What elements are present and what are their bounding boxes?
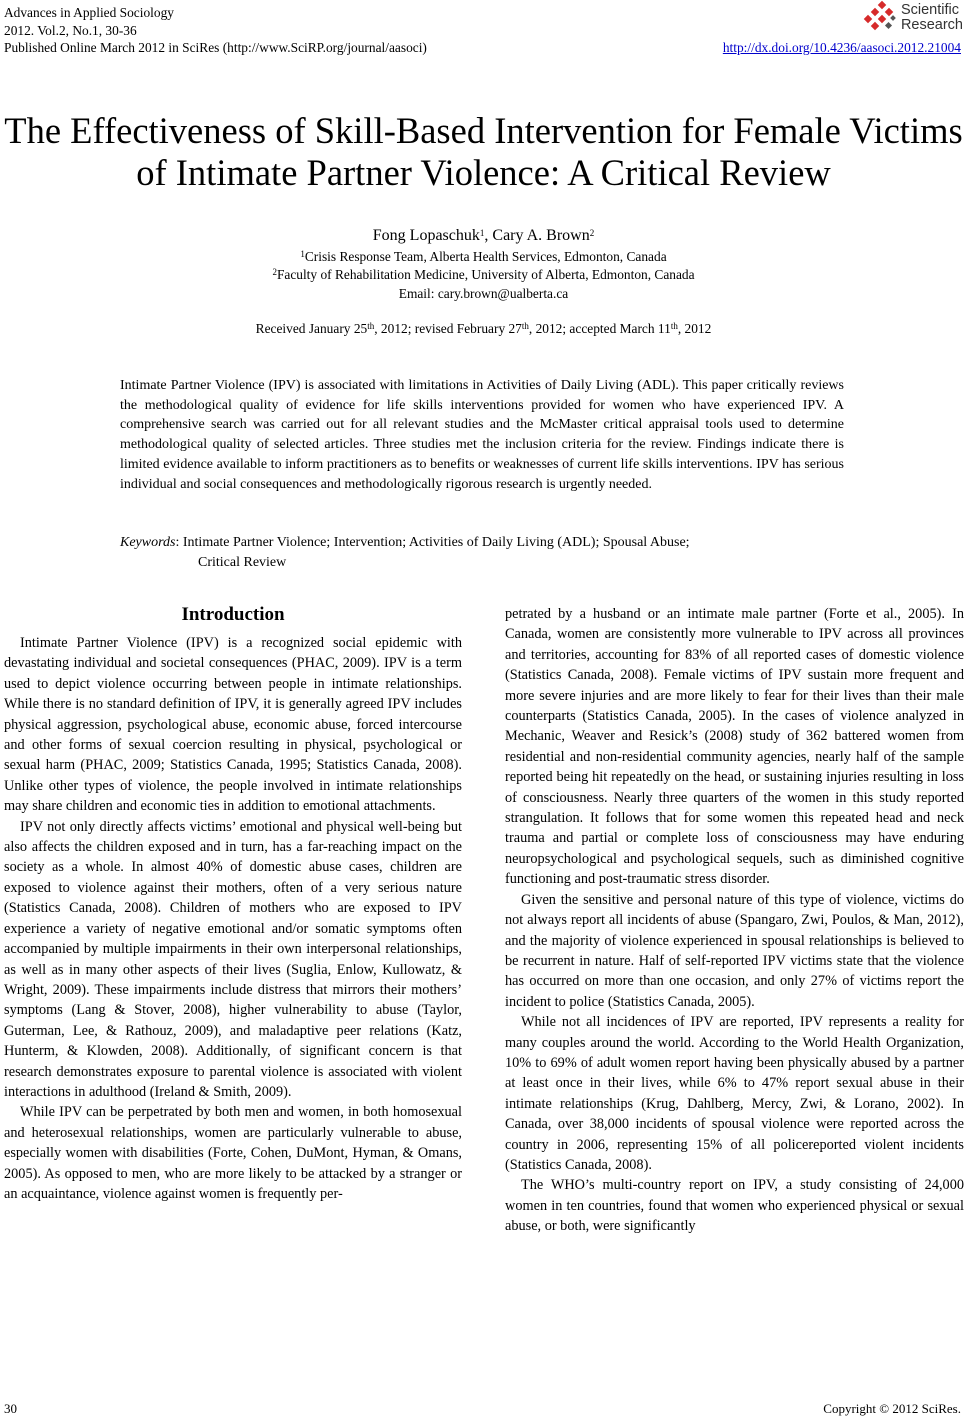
running-header xyxy=(4,4,427,57)
logo-text xyxy=(901,3,963,33)
abstract: Intimate Partner Violence (IPV) is associated with limitations in Activities of Daily Living (ADL). This paper critically reviews the methodological quality of evidence for life skills interventions provided for women who have experienced IPV. A comprehensive search was carried out for all relevant studies and the McMaster critical appraisal tools used to determine methodological quality of selected articles. Three studies met the inclusion criteria for the review. Findings indicate there is limited evidence available to inform practitioners as to benefits or weaknesses of current life skills interventions. IPV has serious individual and social consequences and methodologically rigorous research is urgently needed. xyxy=(120,378,844,492)
author-name: Fong Lopaschuk xyxy=(372,227,480,244)
scientific-research-logo-icon xyxy=(863,0,899,36)
doi-link[interactable]: http://dx.doi.org/10.4236/aasoci.2012.21004 xyxy=(722,40,961,55)
body-paragraph: Intimate Partner Violence (IPV) is a recognized social epidemic with devastating individual and societal consequences (PHAC, 2009). IPV is a term used to depict violence occurring between people in intimate relationships. While there is no standard definition of IPV, it is generally agreed IPV includes physical aggression, psychological abuse, economic abuse, forced intercourse and other forms of sexual coercion resulting in physical, psychological or sexual harm (PHAC, 2009; Statistics Canada, 1995; Statistics Canada, 2008). Unlike other types of violence, the people involved in intimate relationships may share children and economic ties in addition to emotional attachments. xyxy=(4,635,462,815)
ordinal-suffix: th xyxy=(367,321,375,331)
journal-volume: 2012. Vol.2, No.1, 30-36 xyxy=(4,22,137,38)
received-date: Received January 25 xyxy=(255,321,368,336)
affiliation-1 xyxy=(0,248,967,266)
affiliation-mark: 2 xyxy=(272,267,277,277)
left-column xyxy=(4,633,462,1204)
author-affiliation-mark: 2 xyxy=(589,228,595,238)
title-line-1: The Effectiveness of Skill-Based Intervention for Female Victims xyxy=(4,110,963,151)
author-name: Cary A. Brown xyxy=(492,227,590,244)
logo-line-2: Research xyxy=(900,17,963,33)
copyright-notice: Copyright © 2012 SciRes. xyxy=(823,1401,961,1416)
body-paragraph: While IPV can be perpetrated by both men and women, in both homosexual and heterosexual relationships, women are particularly vulnerable to abuse, especially women with disabilities (Forte, Cohen, DuMont, Hyman, & Omans, 2005). As opposed to men, who are more likely to be attacked by a stranger or an acquaintance, violence against women is frequently per- xyxy=(4,1104,462,1202)
revised-date: , 2012; revised February 27 xyxy=(374,321,522,336)
keywords xyxy=(120,533,844,572)
body-paragraph: IPV not only directly affects victims’ emotional and physical well-being but also affects the children exposed and in turn, has a far-reaching impact on the society as a whole. In almost 40% of domestic abuse cases, children are exposed to violence against their mothers, often of a very serious nature (Statistics Canada, 2008). Children of mothers who are exposed to IPV experience a variety of negative emotional and/or somatic symptoms often accompanied by multiple impairments in their own interpersonal relationships, as well as in many other aspects of their lives (Suglia, Enlow, Kullowatz, & Wright, 2009). These impairments include distress that mirrors their mothers’ symptoms (Lang & Stover, 2008), higher vulnerability to abuse (Taylor, Guterman, Lee, & Rathouz, 2009), and maladaptive peer relations (Katz, Hunterm, & Klowden, 2008). Additionally, of significant concern is that research demonstrates exposure to parental violence is associated with violent interactions in adulthood (Ireland & Smith, 2009). xyxy=(4,818,462,1100)
accepted-date: , 2012; accepted March 11 xyxy=(528,321,671,336)
affiliation-text: Faculty of Rehabilitation Medicine, University of Alberta, Edmonton, Canada xyxy=(276,267,695,282)
body-paragraph: While not all incidences of IPV are reported, IPV represents a reality for many couples around the world. According to the World Health Organization, 10% to 69% of adult women report having been physically abused by a partner at least once in their lives, while 6% to 47% report sexual abuse in their intimate relationships (Krug, Dahlberg, Mercy, Zwi, & Lorano, 2002). In Canada, over 38,000 incidents of spousal violence were reported across the country in 2006, representing 15% of all policereported violent incidents (Statistics Canada, 2008). xyxy=(505,1014,964,1173)
journal-name: Advances in Applied Sociology xyxy=(4,5,174,20)
ordinal-suffix: th xyxy=(521,321,529,331)
author-affiliation-mark: 1 xyxy=(479,228,485,238)
affiliation-2 xyxy=(0,266,967,284)
date-year: , 2012 xyxy=(677,321,712,336)
body-paragraph: petrated by a husband or an intimate male partner (Forte et al., 2005). In Canada, women are consistently more vulnerable to IPV across all provinces and territories, accounting for 83% of all reported cases of domestic violence (Statistics Canada, 2008). Female victims of IPV sustain more frequent and more severe injuries and are more likely to fear for their lives than their male counterparts (Statistics Canada, 2005). In the cases of violence analyzed in Mechanic, Weaver and Resick’s (2008) study of 362 battered women from residential and non-residential community agencies, nearly half of the sample reported being hit repeatedly on the head, or sustaining injuries resulting in loss of consciousness. Nearly three quarters of the women in this study reported strangulation. It follows that for some women this repeated head and neck trauma and partial or complete loss of consciousness may have enduring neuropsychological and psychological sequels, such as diminished cognitive functioning and post-traumatic stress disorder. xyxy=(505,606,964,888)
keywords-label: Keywords xyxy=(120,535,176,550)
affiliation-mark: 1 xyxy=(300,249,305,259)
title-line-2: of Intimate Partner Violence: A Critical Review xyxy=(136,152,831,193)
ordinal-suffix: th xyxy=(670,321,678,331)
author-list xyxy=(0,226,967,246)
publication-info: Published Online March 2012 in SciRes (http://www.SciRP.org/journal/aasoci) xyxy=(4,40,427,55)
publisher-logo xyxy=(863,0,963,36)
keywords-text: : Intimate Partner Violence; Intervention; Activities of Daily Living (ADL); Spousal Abuse; xyxy=(175,535,690,550)
author-separator: , xyxy=(484,227,493,244)
body-paragraph: Given the sensitive and personal nature of this type of violence, victims do not always report all incidents of abuse (Spangaro, Zwi, Poulos, & Man, 2012), and the majority of violence experienced in spousal relationships is believed to be recurrent in nature. Half of self-reported IPV victims state that the violence has occurred on more than one occasion, and only 27% of victims report the incident to police (Statistics Canada, 2005). xyxy=(505,891,964,1010)
author-email: Email: cary.brown@ualberta.ca xyxy=(398,286,569,301)
submission-dates xyxy=(0,320,967,338)
section-heading-introduction: Introduction xyxy=(181,604,285,625)
body-paragraph: The WHO’s multi-country report on IPV, a study consisting of 24,000 women in ten countries, found that women who experienced physical or sexual abuse, or both, were significantly xyxy=(505,1177,964,1235)
right-column xyxy=(505,604,964,1237)
logo-line-1: Scientific xyxy=(900,2,959,18)
page-number: 30 xyxy=(4,1401,17,1416)
affiliation-text: Crisis Response Team, Alberta Health Services, Edmonton, Canada xyxy=(304,249,667,264)
keywords-text-continued: Critical Review xyxy=(198,554,287,570)
paper-title xyxy=(0,110,967,194)
